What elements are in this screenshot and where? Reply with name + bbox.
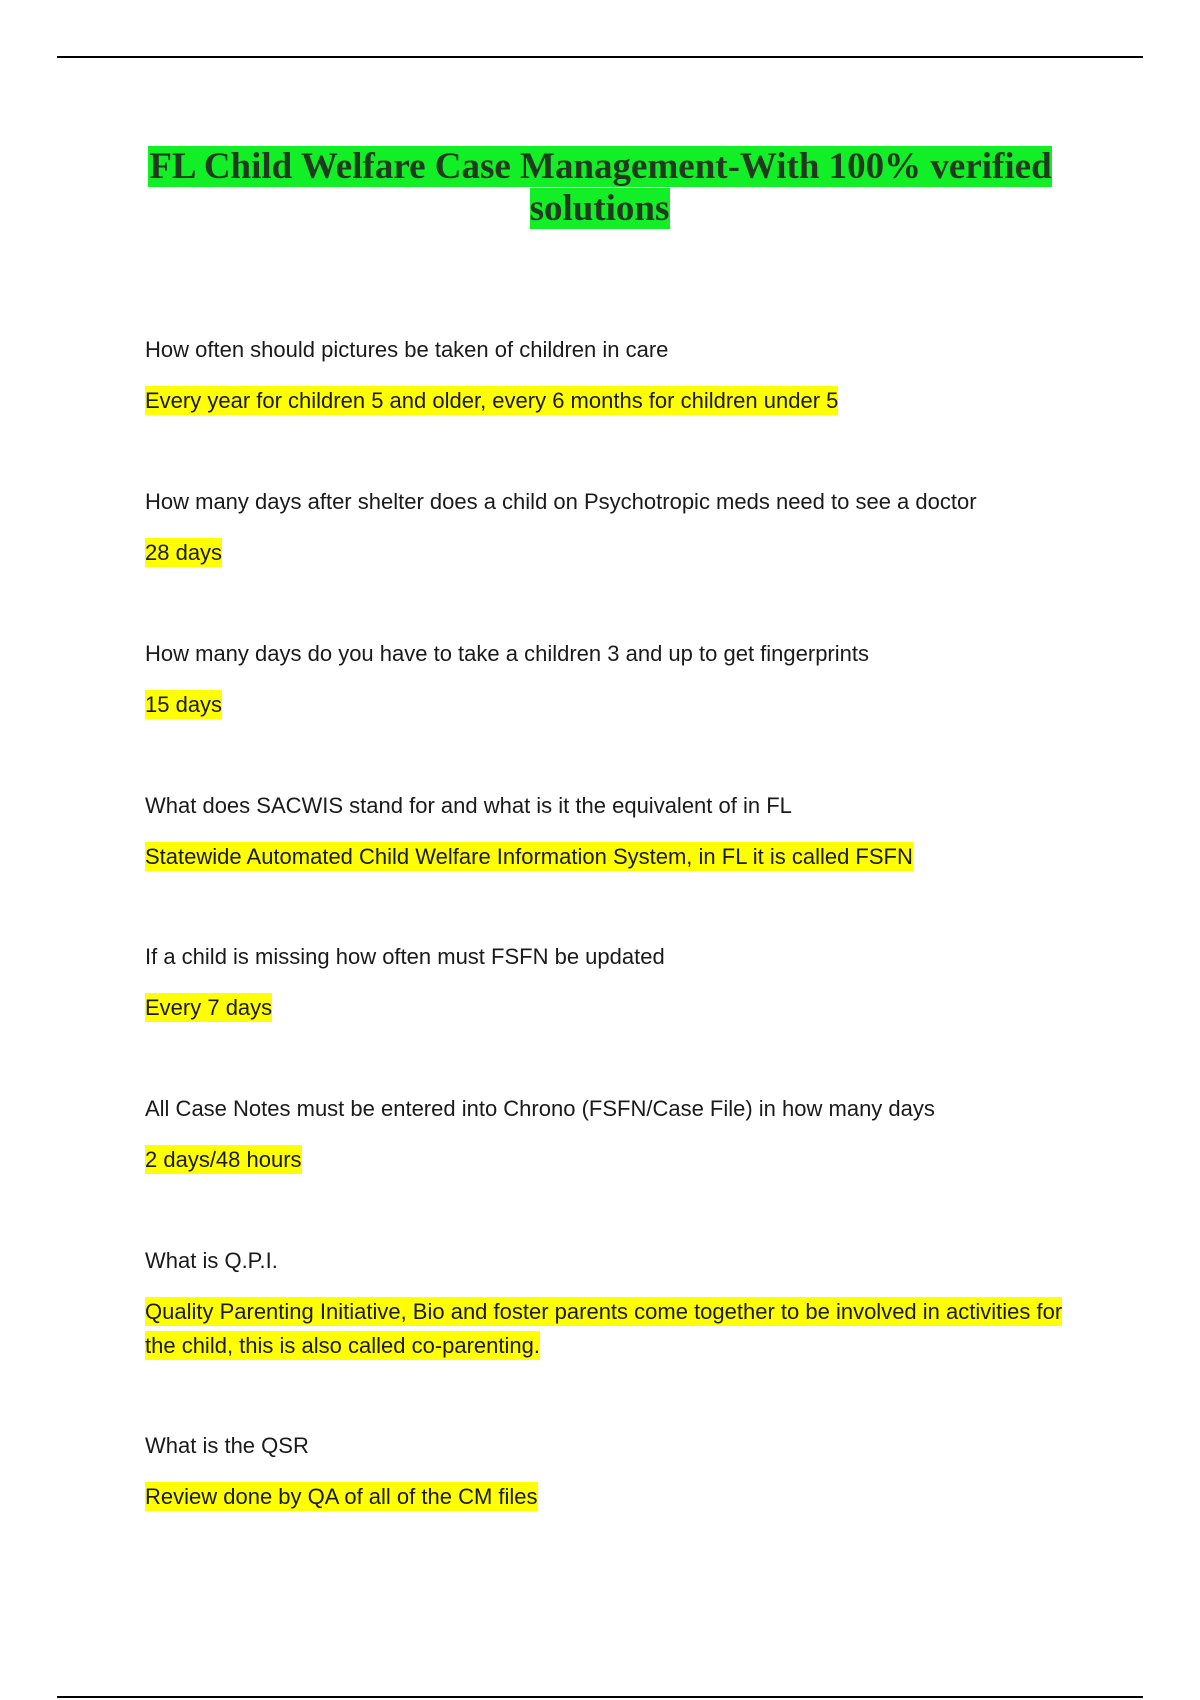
- qa-item: [145, 790, 1065, 874]
- answer-text: [145, 536, 1065, 570]
- answer-highlight: 28 days: [145, 540, 223, 565]
- question-text: How many days do you have to take a children 3 and up to get fingerprints: [145, 641, 869, 666]
- question-text: How many days after shelter does a child on Psychotropic meds need to see a doctor: [145, 489, 977, 514]
- answer-highlight: 15 days: [145, 692, 223, 717]
- answer-highlight: Every year for children 5 and older, every 6 months for children under 5: [145, 388, 839, 413]
- qa-item: [145, 1093, 1065, 1177]
- answer-text: [145, 840, 1065, 874]
- answer-highlight: Review done by QA of all of the CM files: [145, 1484, 538, 1509]
- header-rule: [57, 56, 1143, 58]
- answer-text: [145, 1295, 1065, 1363]
- question-text: If a child is missing how often must FSFN be updated: [145, 944, 665, 969]
- answer-highlight: Statewide Automated Child Welfare Information System, in FL it is called FSFN: [145, 844, 913, 869]
- qa-item: [145, 1430, 1065, 1514]
- answer-highlight: Quality Parenting Initiative, Bio and foster parents come together to be involved in activities for the child, this is also called co-parenting.: [145, 1299, 1063, 1358]
- answer-text: [145, 688, 1065, 722]
- question-text: What does SACWIS stand for and what is it the equivalent of in FL: [145, 793, 792, 818]
- question-text: What is the QSR: [145, 1433, 309, 1458]
- title-highlight: FL Child Welfare Case Management-With 100% verified solutions: [149, 146, 1052, 229]
- document-title: [145, 146, 1055, 230]
- qa-item: [145, 638, 1065, 722]
- answer-text: [145, 1480, 1065, 1514]
- qa-item: [145, 1245, 1065, 1363]
- qa-item: [145, 941, 1065, 1025]
- footer-rule: [57, 1696, 1143, 1698]
- answer-text: [145, 991, 1065, 1025]
- answer-highlight: Every 7 days: [145, 995, 273, 1020]
- answer-highlight: 2 days/48 hours: [145, 1147, 302, 1172]
- question-text: What is Q.P.I.: [145, 1248, 278, 1273]
- question-text: How often should pictures be taken of children in care: [145, 337, 669, 362]
- qa-item: [145, 334, 1065, 418]
- answer-text: [145, 384, 1065, 418]
- question-text: All Case Notes must be entered into Chrono (FSFN/Case File) in how many days: [145, 1096, 935, 1121]
- answer-text: [145, 1143, 1065, 1177]
- qa-item: [145, 486, 1065, 570]
